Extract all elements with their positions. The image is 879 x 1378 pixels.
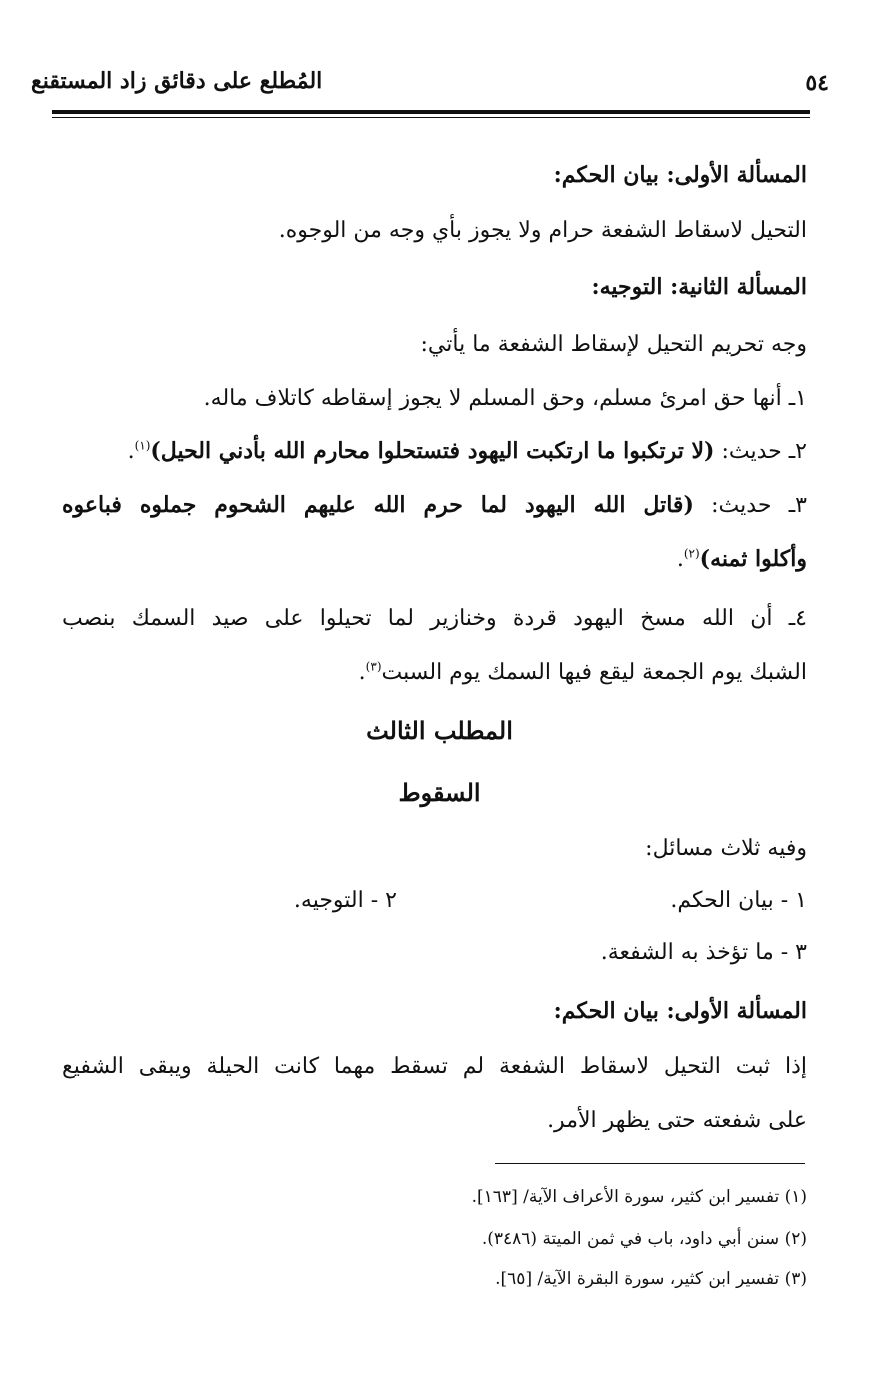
header-rule-thick <box>52 110 810 114</box>
footnote-ref-2: (٢) <box>683 546 700 561</box>
hadith-quote-2-line2: وأكلوا ثمنه) <box>699 546 807 572</box>
reason-item-1: ١ـ أنها حق امرئ مسلم، وحق المسلم لا يجوز إسقاطه كاتلاف ماله. <box>203 386 807 411</box>
reason-item-3-line2 <box>62 542 807 577</box>
reason-item-3-prefix: ٣ـ حديث: <box>693 493 807 518</box>
issue-one-heading: المسألة الأولى: بيان الحكم: <box>553 162 807 188</box>
issue-one-heading-second: المسألة الأولى: بيان الحكم: <box>553 998 807 1024</box>
footnote-separator <box>495 1163 805 1164</box>
issue-two-heading: المسألة الثانية: التوجيه: <box>591 274 807 300</box>
issue-one-second-text-line2: على شفعته حتى يظهر الأمر. <box>547 1108 807 1133</box>
reason-item-3-line1 <box>62 488 807 523</box>
issue-one-text: التحيل لاسقاط الشفعة حرام ولا يجوز بأي وجه من الوجوه. <box>278 218 807 243</box>
issue-two-intro: وجه تحريم التحيل لإسقاط الشفعة ما يأتي: <box>420 332 807 357</box>
hadith-quote-2-line1: (قاتل الله اليهود لما حرم الله عليهم الشحوم جملوه فباعوه <box>62 492 694 518</box>
issues-intro: وفيه ثلاث مسائل: <box>645 836 807 861</box>
header-rule-thin <box>52 117 810 118</box>
reason-item-4-end: . <box>358 660 366 685</box>
hadith-quote-1: (لا ترتكبوا ما ارتكبت اليهود فتستحلوا محارم الله بأدني الحيل) <box>150 438 715 464</box>
footnote-ref-1: (١) <box>134 438 151 453</box>
footnote-3: (٣) تفسير ابن كثير، سورة البقرة الآية/ [٦٥]. <box>495 1269 807 1289</box>
section-subtitle: السقوط <box>398 778 481 807</box>
page-number: ٥٤ <box>805 70 829 96</box>
issue-list-item-2: ٢ - التوجيه. <box>293 888 397 913</box>
footnote-2: (٢) سنن أبي داود، باب في ثمن الميتة (٣٤٨٦). <box>481 1229 807 1249</box>
reason-item-2 <box>62 434 807 469</box>
running-header-title: المُطلع على دقائق زاد المستقنع <box>31 68 323 94</box>
reason-item-2-prefix: ٢ـ حديث: <box>714 439 807 464</box>
footnote-1: (١) تفسير ابن كثير، سورة الأعراف الآية/ [١٦٣]. <box>471 1187 807 1207</box>
issue-list-item-3: ٣ - ما تؤخذ به الشفعة. <box>600 940 807 965</box>
reason-item-3-end: . <box>676 547 684 572</box>
reason-item-4-text: الشبك يوم الجمعة ليقع فيها السمك يوم السبت <box>381 660 807 685</box>
issue-one-second-text-line1: إذا ثبت التحيل لاسقاط الشفعة لم تسقط مهما كانت الحيلة ويبقى الشفيع <box>62 1054 807 1079</box>
reason-item-4-line2 <box>62 656 807 690</box>
issue-list-item-1: ١ - بيان الحكم. <box>670 888 807 913</box>
reason-item-2-end: . <box>127 439 135 464</box>
section-title: المطلب الثالث <box>366 716 513 745</box>
reason-item-4-line1: ٤ـ أن الله مسخ اليهود قردة وخنازير لما تحيلوا على صيد السمك بنصب <box>62 606 807 631</box>
footnote-ref-3: (٣) <box>365 659 382 674</box>
